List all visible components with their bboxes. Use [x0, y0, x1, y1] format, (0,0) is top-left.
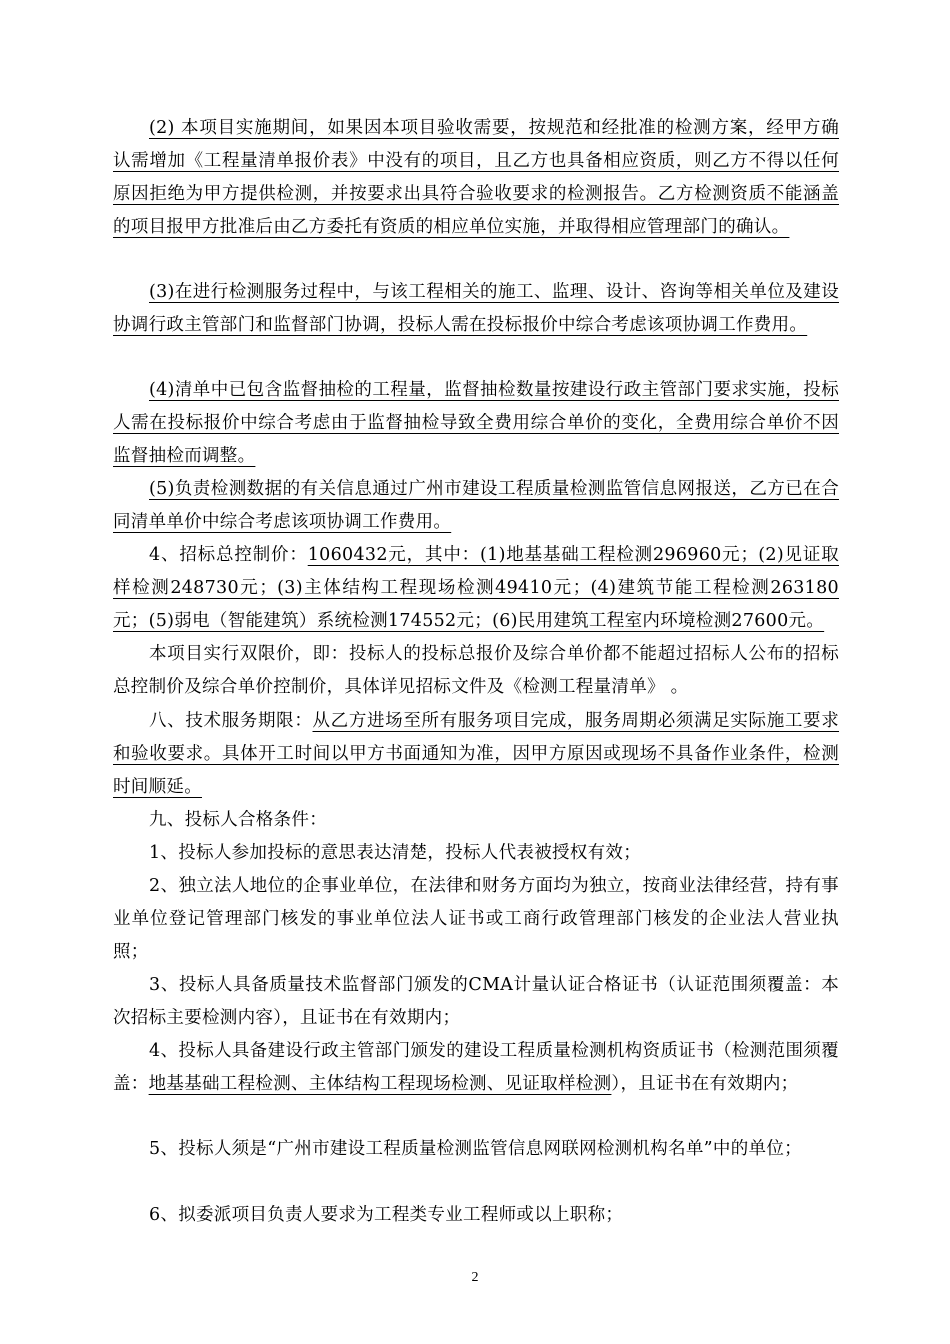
qualification-item-5-text: 5、投标人须是“广州市建设工程质量检测监管信息网联网检测机构名单”中的单位；: [149, 1139, 802, 1159]
paragraph-item-4: [113, 374, 839, 473]
qualification-item-2: [113, 870, 839, 969]
dual-limit-paragraph: [113, 638, 839, 704]
qualification-item-6: [113, 1199, 839, 1232]
qualification-item-2-text: 2、独立法人地位的企事业单位，在法律和财务方面均为独立，按商业法律经营，持有事业单位登记管理部门核发的事业单位法人证书或工商行政管理部门核发的企业法人营业执照；: [113, 876, 839, 962]
item-3-text: (3)在进行检测服务过程中，与该工程相关的施工、监理、设计、咨询等相关单位及建设协调行政主管部门和监督部门协调，投标人需在投标报价中综合考虑该项协调工作费用。: [113, 282, 839, 335]
paragraph-item-5: [113, 473, 839, 539]
control-price-label: 4、招标总控制价：: [149, 545, 308, 565]
paragraph-item-2: [113, 112, 839, 244]
paragraph-item-3: [113, 276, 839, 342]
control-price-detail: 1060432元，其中：(1)地基基础工程检测296960元；(2)见证取样检测248730元；(3)主体结构工程现场检测49410元；(4)建筑节能工程检测263180元；(5)弱电（智能建筑）系统检测174552元；(6)民用建筑工程室内环境检测27600元。: [113, 545, 839, 631]
service-period-label: 八、技术服务期限：: [149, 711, 313, 731]
item-4-text: (4)清单中已包含监督抽检的工程量，监督抽检数量按建设行政主管部门要求实施，投标人需在投标报价中综合考虑由于监督抽检导致全费用综合单价的变化，全费用综合单价不因监督抽检而调整。: [113, 380, 839, 466]
qualification-item-3: [113, 969, 839, 1035]
qualification-item-1: [113, 837, 839, 870]
qualification-heading: [113, 804, 839, 837]
item-5-text: (5)负责检测数据的有关信息通过广州市建设工程质量检测监管信息网报送，乙方已在合同清单单价中综合考虑该项协调工作费用。: [113, 479, 839, 532]
service-period-paragraph: [113, 705, 839, 804]
service-period-detail: 从乙方进场至所有服务项目完成，服务周期必须满足实际施工要求和验收要求。具体开工时间以甲方书面通知为准，因甲方原因或现场不具备作业条件，检测时间顺延。: [113, 711, 840, 797]
qualification-item-3-text: 3、投标人具备质量技术监督部门颁发的CMA计量认证合格证书（认证范围须覆盖：本次招标主要检测内容），且证书在有效期内；: [113, 975, 839, 1028]
qualification-item-4-suffix: ），且证书在有效期内；: [611, 1074, 799, 1094]
qualification-item-6-text: 6、拟委派项目负责人要求为工程类专业工程师或以上职称；: [149, 1205, 624, 1225]
item-2-text: (2) 本项目实施期间，如果因本项目验收需要，按规范和经批准的检测方案，经甲方确认需增加《工程量清单报价表》中没有的项目，且乙方也具备相应资质，则乙方不得以任何原因拒绝为甲方提供检测，并按要求出具符合验收要求的检测报告。乙方检测资质不能涵盖的项目报甲方批准后由乙方委托有资质的相应单位实施，并取得相应管理部门的确认。: [113, 118, 839, 237]
qualification-item-4-scope: 地基基础工程检测、主体结构工程现场检测、见证取样检测: [148, 1074, 612, 1094]
qualification-title: 九、投标人合格条件：: [149, 810, 327, 830]
page-number: 2: [471, 1270, 479, 1285]
qualification-item-5: [113, 1133, 839, 1166]
qualification-item-1-text: 1、投标人参加投标的意思表达清楚，投标人代表被授权有效；: [149, 843, 642, 863]
qualification-item-4: [113, 1035, 839, 1101]
dual-limit-text: 本项目实行双限价，即：投标人的投标总报价及综合单价都不能超过招标人公布的招标总控制价及综合单价控制价，具体详见招标文件及《检测工程量清单》 。: [113, 644, 839, 697]
control-price-paragraph: [113, 539, 839, 638]
qualification-item-4-prefix: 4、投标人具备建设行政主管部门颁发的建设工程质量检测机构资质证书（检测范围须覆盖：: [113, 1041, 839, 1094]
